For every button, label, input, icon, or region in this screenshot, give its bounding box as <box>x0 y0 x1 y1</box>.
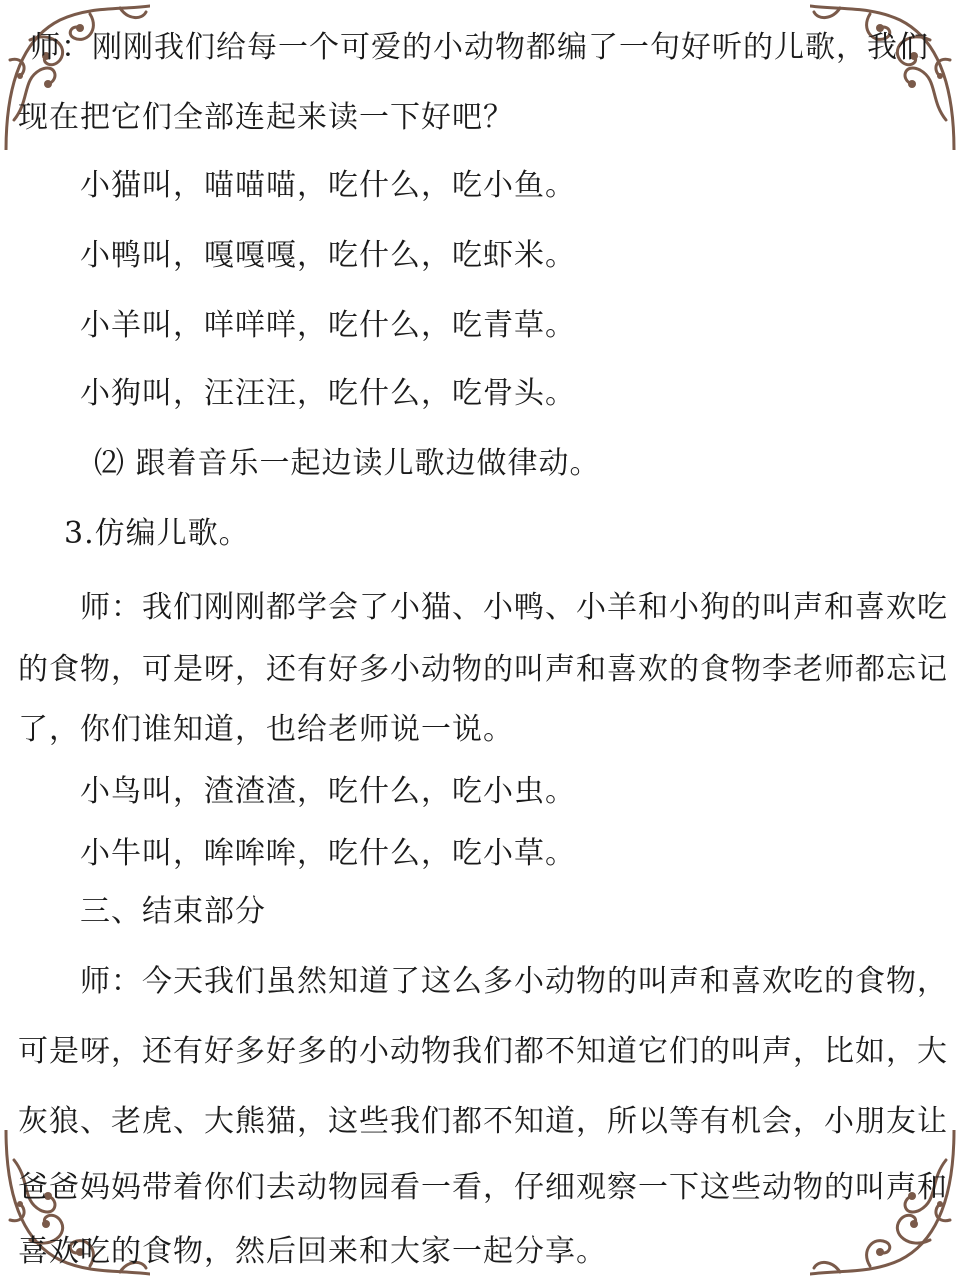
rhyme-line-dog: 小狗叫，汪汪汪，吃什么，吃骨头。 <box>80 376 576 411</box>
paragraph-line-10: 喜欢吃的食物，然后回来和大家一起分享。 <box>18 1234 607 1269</box>
rhyme-line-duck: 小鸭叫，嘎嘎嘎，吃什么，吃虾米。 <box>80 238 576 273</box>
corner-ornament-top-right-icon <box>810 0 960 150</box>
rhyme-line-cow: 小牛叫，哞哞哞，吃什么，吃小草。 <box>80 836 576 871</box>
paragraph-line-6: 师：今天我们虽然知道了这么多小动物的叫声和喜欢吃的食物， <box>80 964 948 999</box>
paragraph-line-1: 师：刚刚我们给每一个可爱的小动物都编了一句好听的儿歌，我们 <box>30 30 929 65</box>
paragraph-line-8: 灰狼、老虎、大熊猫，这些我们都不知道，所以等有机会，小朋友让 <box>18 1104 948 1139</box>
section-heading-ending: 三、结束部分 <box>80 894 266 929</box>
rhyme-line-cat: 小猫叫，喵喵喵，吃什么，吃小鱼。 <box>80 168 576 203</box>
paragraph-line-4: 的食物，可是呀，还有好多小动物的叫声和喜欢的食物李老师都忘记 <box>18 652 948 687</box>
step-heading-2: ⑵ 跟着音乐一起边读儿歌边做律动。 <box>94 446 601 481</box>
paragraph-line-5: 了，你们谁知道，也给老师说一说。 <box>18 712 514 747</box>
rhyme-line-sheep: 小羊叫，咩咩咩，吃什么，吃青草。 <box>80 308 576 343</box>
paragraph-line-7: 可是呀，还有好多好多的小动物我们都不知道它们的叫声，比如，大 <box>18 1034 948 1069</box>
paragraph-line-9: 爸爸妈妈带着你们去动物园看一看，仔细观察一下这些动物的叫声和 <box>18 1170 948 1205</box>
paragraph-line-3: 师：我们刚刚都学会了小猫、小鸭、小羊和小狗的叫声和喜欢吃 <box>80 590 948 625</box>
rhyme-line-bird: 小鸟叫，渣渣渣，吃什么，吃小虫。 <box>80 774 576 809</box>
paragraph-line-2: 现在把它们全部连起来读一下好吧？ <box>18 100 514 135</box>
section-heading-3: 3.仿编儿歌。 <box>64 516 250 551</box>
